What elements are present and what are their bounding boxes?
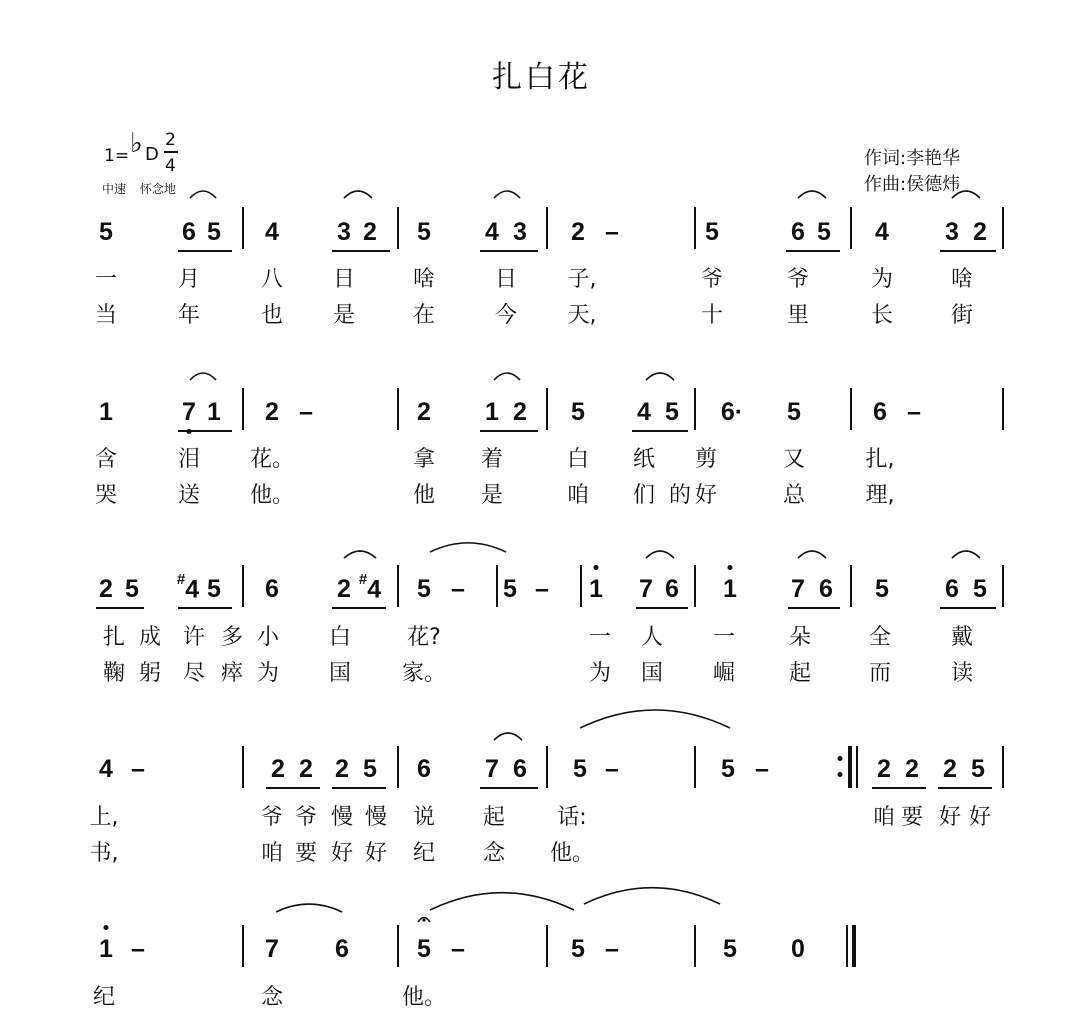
lyric-verse-2: 十 — [700, 303, 724, 328]
jianpu-note: 2 — [513, 398, 527, 426]
lyric-verse-1: 慢 — [364, 805, 388, 830]
jianpu-note: 5 — [571, 398, 585, 426]
time-signature-bottom: 4 — [165, 156, 176, 176]
jianpu-note: 5 — [571, 935, 585, 963]
lyric-verse-1: 好 — [968, 805, 992, 830]
lyric-verse-2: 家。 — [401, 661, 447, 686]
lyric-verse-2: 好 — [330, 841, 354, 866]
composer-credit: 作曲:侯德炜 — [864, 174, 961, 195]
lyric-verse-2: 他。 — [249, 483, 295, 508]
jianpu-note: 6 — [513, 755, 527, 783]
lyric-verse-1: 一 — [94, 267, 118, 292]
lyric-verse-1: 爷 — [294, 805, 318, 830]
lyric-verse-1: 又 — [782, 447, 806, 472]
flat-sign: ♭ — [130, 128, 143, 159]
key-signature-prefix: 1= — [104, 146, 130, 166]
lyric-verse-1: 爷 — [700, 267, 724, 292]
slur-arc — [646, 551, 674, 558]
jianpu-note: 5 — [99, 218, 113, 246]
lyric-verse-2: 总 — [782, 483, 806, 508]
song-title: 扎白花 — [492, 60, 591, 95]
tempo-marking: 中速 怀念地 — [102, 182, 176, 196]
jianpu-note: – — [131, 755, 145, 783]
lyric-verse-1: 拿 — [412, 447, 436, 472]
lyric-verse-1: 戴 — [950, 625, 974, 650]
lyric-verse-1: 小 — [256, 625, 280, 650]
jianpu-note: 2 — [571, 218, 585, 246]
jianpu-note: 5 — [573, 755, 587, 783]
jianpu-note: – — [451, 575, 465, 603]
jianpu-note: 2 — [299, 755, 313, 783]
jianpu-note: 5 — [417, 935, 431, 963]
lyric-verse-2: 国 — [640, 661, 664, 686]
lyric-verse-1: 扎 — [102, 625, 126, 650]
lyric-verse-1: 着 — [480, 447, 504, 472]
jianpu-note: 4 — [485, 218, 499, 246]
slur-arc — [494, 733, 522, 740]
lyric-verse-1: 多 — [220, 625, 244, 650]
lyric-verse-2: 起 — [788, 661, 812, 686]
lyric-verse-1: 慢 — [330, 805, 354, 830]
lyric-verse-2: 年 — [177, 303, 201, 328]
slur-arc — [430, 543, 506, 552]
lyric-verse-1: 日 — [332, 267, 356, 292]
sharp-sign: # — [358, 571, 368, 588]
jianpu-note: – — [605, 935, 619, 963]
jianpu-note: 5 — [705, 218, 719, 246]
jianpu-note: – — [535, 575, 549, 603]
lyric-verse-2: 尽 — [182, 661, 206, 686]
jianpu-note: 6 — [182, 218, 196, 246]
jianpu-note: 6 — [791, 218, 805, 246]
jianpu-note: 7 — [791, 575, 805, 603]
slur-arc — [494, 191, 520, 198]
lyric-verse-1: 好 — [938, 805, 962, 830]
jianpu-note: #4 — [176, 571, 200, 604]
lyric-verse-1: 一 — [588, 625, 612, 650]
lyric-verse-1: 全 — [868, 625, 892, 650]
lyric-verse-1: 说 — [412, 805, 436, 830]
slur-arc — [952, 551, 980, 558]
lyric-verse-1: 一 — [712, 625, 736, 650]
lyric-verse-2: 们 — [632, 483, 656, 508]
slur-arc — [344, 191, 372, 198]
lyric-verse-2: 书, — [89, 841, 119, 866]
lyric-verse-2: 崛 — [712, 661, 736, 686]
jianpu-note: – — [605, 218, 619, 246]
slur-arc — [584, 888, 720, 904]
lyric-verse-1: 念 — [260, 985, 284, 1010]
lyric-verse-2: 读 — [950, 661, 974, 686]
jianpu-note: 5 — [665, 398, 679, 426]
lyric-verse-1: 八 — [260, 267, 284, 292]
jianpu-note: 5 — [207, 575, 221, 603]
slur-arc — [646, 373, 674, 380]
jianpu-note: 4 — [637, 398, 651, 426]
jianpu-note: 5 — [787, 398, 801, 426]
sharp-sign: # — [176, 571, 186, 588]
jianpu-note: 2 — [877, 755, 891, 783]
lyric-verse-2: 当 — [94, 303, 118, 328]
jianpu-note: 4 — [875, 218, 889, 246]
jianpu-note: 5 — [207, 218, 221, 246]
jianpu-note: 6 — [873, 398, 887, 426]
lyric-verse-2: 里 — [786, 303, 810, 328]
jianpu-note: 5 — [417, 575, 431, 603]
lyric-verse-1: 成 — [138, 625, 162, 650]
lyric-verse-1: 要 — [900, 805, 924, 830]
lyric-verse-2: 长 — [870, 303, 894, 328]
jianpu-note: 1 — [207, 398, 221, 426]
slur-arc — [798, 551, 826, 558]
lyric-verse-2: 好 — [694, 483, 718, 508]
jianpu-note: 5 — [417, 218, 431, 246]
lyric-verse-1: 纸 — [632, 447, 656, 472]
jianpu-note: 3 — [337, 218, 351, 246]
lyric-verse-2: 要 — [294, 841, 318, 866]
jianpu-note: 2 — [905, 755, 919, 783]
lyric-verse-2: 哭 — [94, 483, 118, 508]
slur-arc — [798, 191, 826, 198]
lyric-verse-2: 鞠 — [102, 661, 126, 686]
lyric-verse-1: 上, — [89, 805, 119, 830]
lyric-verse-1: 起 — [482, 805, 506, 830]
lyric-verse-1: 白 — [566, 447, 590, 472]
lyric-verse-2: 为 — [256, 661, 280, 686]
jianpu-note: 2 — [973, 218, 987, 246]
lyric-verse-2: 为 — [588, 661, 612, 686]
lyric-verse-1: 为 — [870, 267, 894, 292]
jianpu-note: – — [755, 755, 769, 783]
lyric-verse-1: 话: — [557, 805, 587, 830]
jianpu-note: – — [605, 755, 619, 783]
lyric-verse-2: 瘁 — [220, 661, 244, 686]
jianpu-note: 2 — [943, 755, 957, 783]
jianpu-note: 2 — [271, 755, 285, 783]
jianpu-note: 6 — [819, 575, 833, 603]
lyric-verse-2: 送 — [177, 483, 201, 508]
lyric-verse-1: 日 — [494, 267, 518, 292]
jianpu-note: 7 — [265, 935, 279, 963]
key-note: D — [145, 144, 159, 165]
jianpu-note: 7 — [639, 575, 653, 603]
slur-arc — [494, 373, 520, 380]
lyric-verse-1: 许 — [182, 625, 206, 650]
lyric-verse-2: 念 — [482, 841, 506, 866]
fermata-dot — [422, 918, 425, 921]
jianpu-note: 0 — [791, 935, 805, 963]
lyric-verse-1: 人 — [640, 625, 664, 650]
jianpu-note: 1 — [99, 398, 113, 426]
lyricist-credit: 作词:李艳华 — [864, 148, 961, 169]
lyric-verse-1: 子, — [567, 267, 597, 292]
jianpu-note: 1 — [485, 398, 499, 426]
jianpu-note: 6 — [945, 575, 959, 603]
note-one-high: 1 — [723, 575, 737, 603]
lyric-verse-2: 是 — [480, 483, 504, 508]
lyric-verse-1: 月 — [177, 267, 201, 292]
slur-arc — [190, 191, 216, 198]
lyric-verse-2: 国 — [328, 661, 352, 686]
lyric-verse-1: 爷 — [786, 267, 810, 292]
lyric-verse-1: 花? — [407, 625, 441, 650]
lyric-verse-1: 泪 — [177, 447, 201, 472]
jianpu-note: 7 — [182, 398, 196, 426]
lyric-verse-1: 啥 — [412, 267, 436, 292]
jianpu-note: 4 — [99, 755, 113, 783]
lyric-verse-2: 咱 — [566, 483, 590, 508]
lyric-verse-2: 他 — [412, 483, 436, 508]
lyric-verse-2: 他。 — [549, 841, 595, 866]
time-signature-top: 2 — [165, 130, 176, 150]
jianpu-note: #4 — [358, 571, 382, 604]
jianpu-note: 2 — [363, 218, 377, 246]
jianpu-note: 6 — [665, 575, 679, 603]
note-one-high: 1 — [99, 935, 113, 963]
jianpu-note: 6 — [417, 755, 431, 783]
lyric-verse-2: 是 — [332, 303, 356, 328]
slur-arc — [430, 893, 574, 910]
jianpu-note: 5 — [875, 575, 889, 603]
jianpu-note: – — [131, 935, 145, 963]
slur-arc — [190, 373, 216, 380]
slur-arc — [580, 710, 730, 728]
jianpu-note: 5 — [971, 755, 985, 783]
lyric-verse-2: 好 — [364, 841, 388, 866]
jianpu-note: 5 — [363, 755, 377, 783]
lyric-verse-1: 白 — [328, 625, 352, 650]
lyric-verse-1: 含 — [94, 447, 118, 472]
jianpu-note: – — [299, 398, 313, 426]
lyric-verse-2: 纪 — [412, 841, 436, 866]
jianpu-note: – — [907, 398, 921, 426]
jianpu-note: 2 — [99, 575, 113, 603]
jianpu-note: 4 — [265, 218, 279, 246]
lyric-verse-2: 而 — [868, 661, 892, 686]
jianpu-note: 2 — [337, 575, 351, 603]
lyric-verse-1: 纪 — [92, 985, 116, 1010]
lyric-verse-2: 咱 — [260, 841, 284, 866]
jianpu-note: 2 — [265, 398, 279, 426]
lyric-verse-1: 朵 — [788, 625, 812, 650]
jianpu-note: 5 — [817, 218, 831, 246]
lyric-verse-2: 今 — [494, 303, 518, 328]
jianpu-note: 5 — [973, 575, 987, 603]
lyric-verse-1: 他。 — [401, 985, 447, 1010]
jianpu-note: 3 — [513, 218, 527, 246]
jianpu-note: 6 — [265, 575, 279, 603]
jianpu-note: 2 — [417, 398, 431, 426]
lyric-verse-2: 理, — [865, 483, 895, 508]
jianpu-note: – — [451, 935, 465, 963]
jianpu-note: 5 — [125, 575, 139, 603]
lyric-verse-1: 咱 — [872, 805, 896, 830]
jianpu-note: 6 — [335, 935, 349, 963]
lyric-verse-2: 天, — [567, 303, 597, 328]
jianpu-note: 5 — [723, 935, 737, 963]
lyric-verse-1: 啥 — [950, 267, 974, 292]
lyric-verse-2: 的 — [668, 483, 692, 508]
lyric-verse-1: 花。 — [249, 447, 295, 472]
jianpu-note: 5 — [503, 575, 517, 603]
lyric-verse-1: 扎, — [865, 447, 895, 472]
jianpu-note: 5 — [721, 755, 735, 783]
note-one-high: 1 — [589, 575, 603, 603]
slur-arc — [276, 904, 342, 912]
slur-arc — [952, 191, 980, 198]
slur-arc — [344, 551, 376, 558]
lyric-verse-2: 街 — [950, 303, 974, 328]
lyric-verse-1: 剪 — [694, 447, 718, 472]
lyric-verse-2: 也 — [260, 303, 284, 328]
jianpu-note: 6· — [720, 398, 744, 426]
lyric-verse-2: 躬 — [138, 661, 162, 686]
lyric-verse-1: 爷 — [260, 805, 284, 830]
jianpu-note: 3 — [945, 218, 959, 246]
jianpu-note: 2 — [335, 755, 349, 783]
lyric-verse-2: 在 — [412, 303, 436, 328]
jianpu-note: 7 — [485, 755, 499, 783]
